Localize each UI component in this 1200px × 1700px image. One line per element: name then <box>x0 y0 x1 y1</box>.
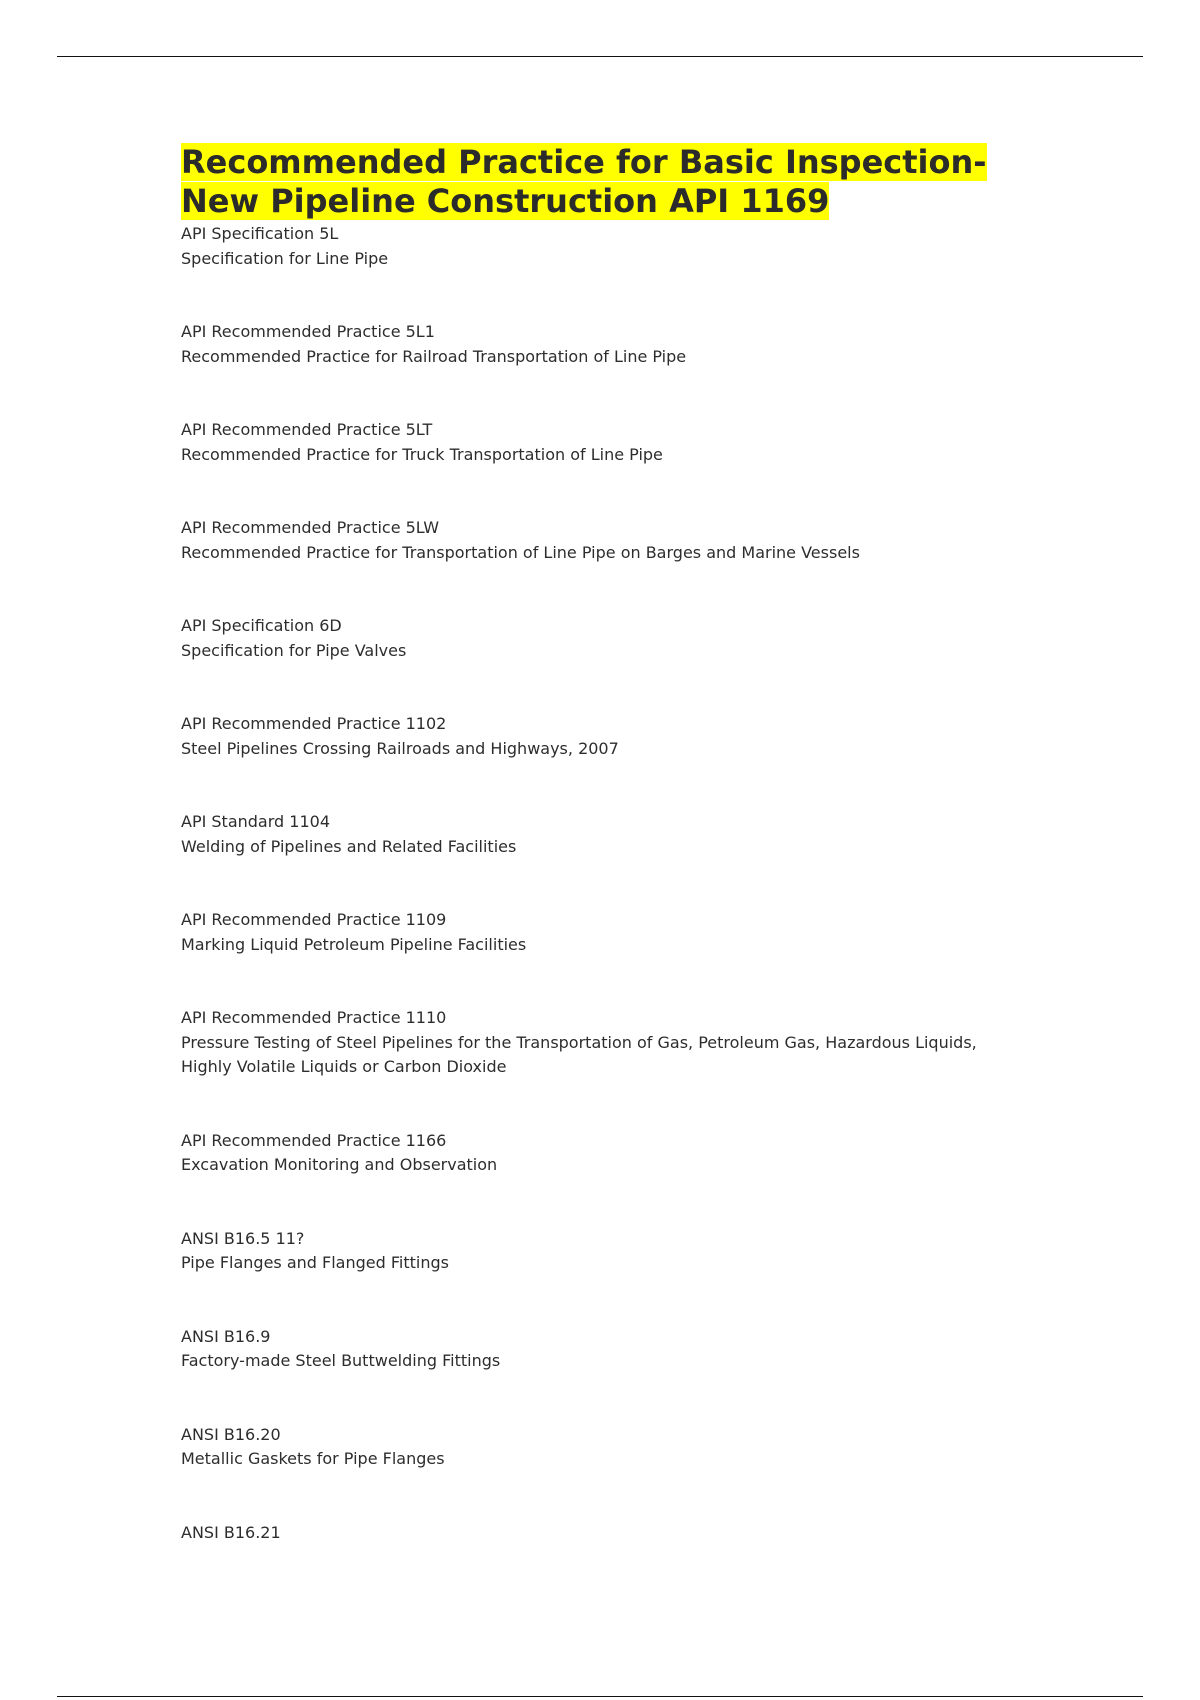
reference-code: API Specification 5L <box>181 224 339 243</box>
reference-description: Factory-made Steel Buttwelding Fittings <box>181 1351 501 1370</box>
reference-code: API Recommended Practice 1166 <box>181 1130 447 1150</box>
reference-code: API Recommended Practice 1102 <box>181 714 447 733</box>
reference-description: Welding of Pipelines and Related Facilities <box>181 836 517 856</box>
reference-entry <box>181 1325 1081 1374</box>
reference-entry <box>181 1129 1081 1178</box>
reference-description: Recommended Practice for Transportation of Line Pipe on Barges and Marine Vessels <box>181 542 860 562</box>
document-body <box>181 143 1081 1594</box>
reference-code: API Recommended Practice 1110 <box>181 1008 447 1027</box>
reference-code: ANSI B16.5 11? <box>181 1228 305 1248</box>
reference-description: Metallic Gaskets for Pipe Flanges <box>181 1449 445 1468</box>
reference-description: Steel Pipelines Crossing Railroads and Highways, 2007 <box>181 738 619 758</box>
reference-code: API Standard 1104 <box>181 812 330 831</box>
reference-entry <box>181 614 1081 663</box>
title-line-text: Recommended Practice for Basic Inspection- <box>181 143 987 181</box>
reference-description: Excavation Monitoring and Observation <box>181 1155 498 1174</box>
reference-entry <box>181 320 1081 369</box>
reference-code: API Specification 6D <box>181 616 342 635</box>
reference-entry <box>181 908 1081 957</box>
title-line-text: New Pipeline Construction API 1169 <box>181 182 830 220</box>
reference-code: ANSI B16.9 <box>181 1326 271 1346</box>
reference-entry <box>181 1227 1081 1276</box>
reference-description: Pressure Testing of Steel Pipelines for the Transportation of Gas, Petroleum Gas, Hazardous Liquids, Highly Volatile Liquids or Carbon Dioxide <box>181 1032 977 1076</box>
reference-code: API Recommended Practice 5LT <box>181 420 433 439</box>
bottom-divider <box>57 1696 1143 1697</box>
reference-description: Specification for Pipe Valves <box>181 640 407 660</box>
reference-code: API Recommended Practice 1109 <box>181 910 447 929</box>
reference-code: API Recommended Practice 5LW <box>181 518 440 537</box>
reference-entry <box>181 810 1081 859</box>
reference-description: Recommended Practice for Railroad Transportation of Line Pipe <box>181 346 687 366</box>
document-title <box>181 143 1081 221</box>
reference-entry <box>181 1521 1081 1546</box>
title-line <box>181 182 829 221</box>
reference-description: Recommended Practice for Truck Transportation of Line Pipe <box>181 444 663 464</box>
top-divider <box>57 56 1143 57</box>
reference-description: Pipe Flanges and Flanged Fittings <box>181 1253 449 1272</box>
title-line <box>181 143 987 182</box>
reference-code: ANSI B16.20 <box>181 1424 281 1444</box>
reference-description: Marking Liquid Petroleum Pipeline Facilities <box>181 934 527 954</box>
reference-list <box>181 222 1081 1545</box>
reference-entry <box>181 712 1081 761</box>
reference-entry <box>181 222 1081 271</box>
reference-entry <box>181 516 1081 565</box>
reference-entry <box>181 1006 1081 1080</box>
reference-description: Specification for Line Pipe <box>181 248 389 268</box>
reference-entry <box>181 418 1081 467</box>
reference-code: API Recommended Practice 5L1 <box>181 322 435 341</box>
reference-code: ANSI B16.21 <box>181 1522 281 1542</box>
reference-entry <box>181 1423 1081 1472</box>
